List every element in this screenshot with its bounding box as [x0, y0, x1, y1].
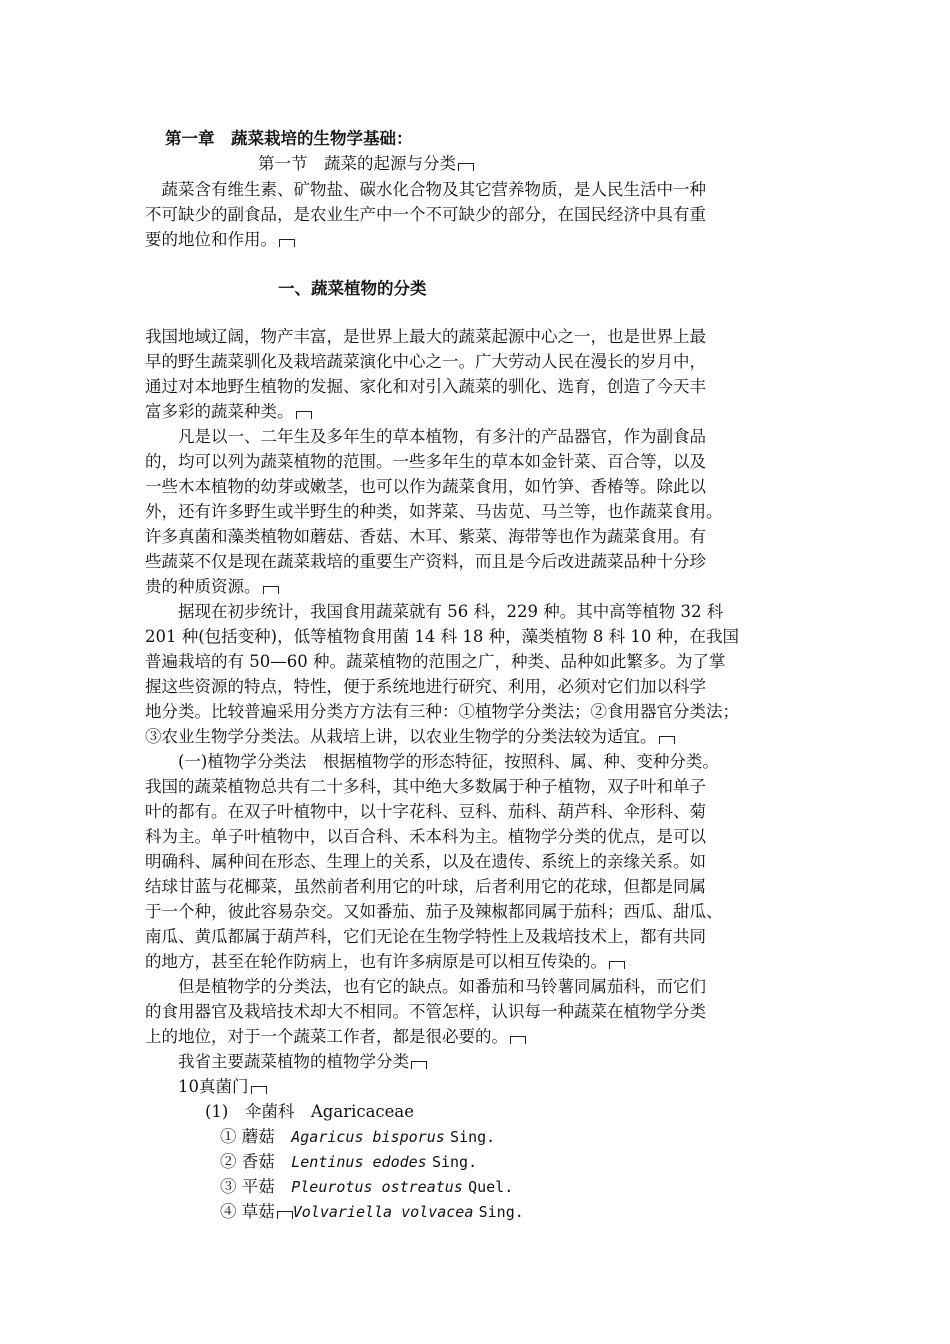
paragraph-line: 凡是以一、二年生及多年生的草本植物，有多汁的产品器官，作为副食品	[145, 427, 706, 446]
paragraph-line: 我国的蔬菜植物总共有二十多科，其中绝大多数属于种子植物，双子叶和单子	[145, 777, 706, 796]
intro-line: 蔬菜含有维生素、矿物盐、碳水化合物及其它营养物质，是人民生活中一种	[145, 180, 706, 199]
paragraph-line: 于一个种，彼此容易杂交。又如番茄、茄子及辣椒都同属于茄科；西瓜、甜瓜、	[145, 902, 723, 921]
paragraph-line: 南瓜、黄瓜都属于葫芦科，它们无论在生物学特性上及栽培技术上，都有共同	[145, 927, 706, 946]
return-mark-icon	[458, 163, 474, 171]
paragraph-line: 贵的种质资源。	[145, 575, 279, 599]
paragraph-line: 通过对本地野生植物的发掘、家化和对引入蔬菜的驯化、选育，创造了今天丰	[145, 377, 706, 396]
paragraph-line: 但是植物学的分类法，也有它的缺点。如番茄和马铃薯同属茄科，而它们	[145, 977, 706, 996]
paragraph-line: 外，还有许多野生或半野生的种类，如荠菜、马齿苋、马兰等，也作蔬菜食用。	[145, 502, 723, 521]
intro-line: 不可缺少的副食品，是农业生产中一个不可缺少的部分，在国民经济中具有重	[145, 205, 706, 224]
paragraph-line: 些蔬菜不仅是现在蔬菜栽培的重要生产资料，而且是今后改进蔬菜品种十分珍	[145, 552, 706, 571]
return-mark-icon	[659, 736, 675, 744]
paragraph-line: 明确科、属种间在形态、生理上的关系，以及在遗传、系统上的亲缘关系。如	[145, 852, 706, 871]
return-mark-icon	[609, 961, 625, 969]
section-title: 第一节 蔬菜的起源与分类	[258, 152, 474, 176]
return-mark-icon	[263, 586, 279, 594]
paragraph-line: 地分类。比较普遍采用分类方方法有三种：①植物学分类法；②食用器官分类法；	[145, 702, 739, 721]
return-mark-icon	[277, 1211, 293, 1219]
paragraph-line: 富多彩的蔬菜种类。	[145, 400, 312, 424]
paragraph-line: 上的地位，对于一个蔬菜工作者，都是很必要的。	[145, 1025, 526, 1049]
paragraph-line: 许多真菌和藻类植物如蘑菇、香菇、木耳、紫菜、海带等也作为蔬菜食用。有	[145, 527, 706, 546]
species-item: ① 蘑菇 Agaricus bisporus Sing.	[220, 1127, 496, 1146]
return-mark-icon	[296, 411, 312, 419]
paragraph-line: 科为主。单子叶植物中，以百合科、禾本科为主。植物学分类的优点，是可以	[145, 827, 706, 846]
paragraph-line: 201 种(包括变种)，低等植物食用菌 14 科 18 种，藻类植物 8 科 10 种，在我国	[145, 627, 740, 646]
paragraph-line: ③农业生物学分类法。从栽培上讲，以农业生物学的分类法较为适宜。	[145, 725, 675, 749]
paragraph-line: 的食用器官及栽培技术却大不相同。不管怎样，认识每一种蔬菜在植物学分类	[145, 1002, 706, 1021]
paragraph-line: 握这些资源的特点，特性，便于系统地进行研究、利用，必须对它们加以科学	[145, 677, 706, 696]
paragraph-line: 一些木本植物的幼芽或嫩茎，也可以作为蔬菜食用，如竹笋、香椿等。除此以	[145, 477, 706, 496]
paragraph-line: 我国地域辽阔，物产丰富，是世界上最大的蔬菜起源中心之一，也是世界上最	[145, 327, 706, 346]
return-mark-icon	[411, 1061, 427, 1069]
paragraph-line: (一)植物学分类法 根据植物学的形态特征，按照科、属、种、变种分类。	[145, 752, 719, 771]
return-mark-icon	[251, 1086, 267, 1094]
species-item: ④ 草菇 Volvariella volvacea Sing.	[220, 1202, 524, 1221]
species-item: ③ 平菇 Pleurotus ostreatus Quel.	[220, 1177, 514, 1196]
return-mark-icon	[279, 239, 295, 247]
paragraph-line: 的地方，甚至在轮作防病上，也有许多病原是可以相互传染的。	[145, 950, 625, 974]
species-item: ② 香菇 Lentinus edodes Sing.	[220, 1152, 478, 1171]
paragraph-line: 普遍栽培的有 50—60 种。蔬菜植物的范围之广，种类、品种如此繁多。为了掌	[145, 652, 726, 671]
family-line: (1) 伞菌科 Agaricaceae	[205, 1102, 415, 1121]
paragraph-line: 早的野生蔬菜驯化及栽培蔬菜演化中心之一。广大劳动人民在漫长的岁月中，	[145, 352, 706, 371]
paragraph-line: 的，均可以列为蔬菜植物的范围。一些多年生的草本如金针菜、百合等，以及	[145, 452, 706, 471]
return-mark-icon	[510, 1036, 526, 1044]
paragraph-line: 据现在初步统计，我国食用蔬菜就有 56 科，229 种。其中高等植物 32 科	[145, 602, 724, 621]
paragraph-line: 结球甘蓝与花椰菜，虽然前者利用它的叶球，后者利用它的花球，但都是同属	[145, 877, 706, 896]
paragraph-line: 叶的都有。在双子叶植物中，以十字花科、豆科、茄科、葫芦科、伞形科、菊	[145, 802, 706, 821]
section-heading: 一、蔬菜植物的分类	[278, 279, 427, 298]
chapter-title: 第一章 蔬菜栽培的生物学基础：	[165, 129, 413, 148]
intro-line: 要的地位和作用。	[145, 228, 295, 252]
paragraph-line: 我省主要蔬菜植物的植物学分类	[145, 1050, 427, 1074]
paragraph-line: 10真菌门	[145, 1075, 267, 1099]
